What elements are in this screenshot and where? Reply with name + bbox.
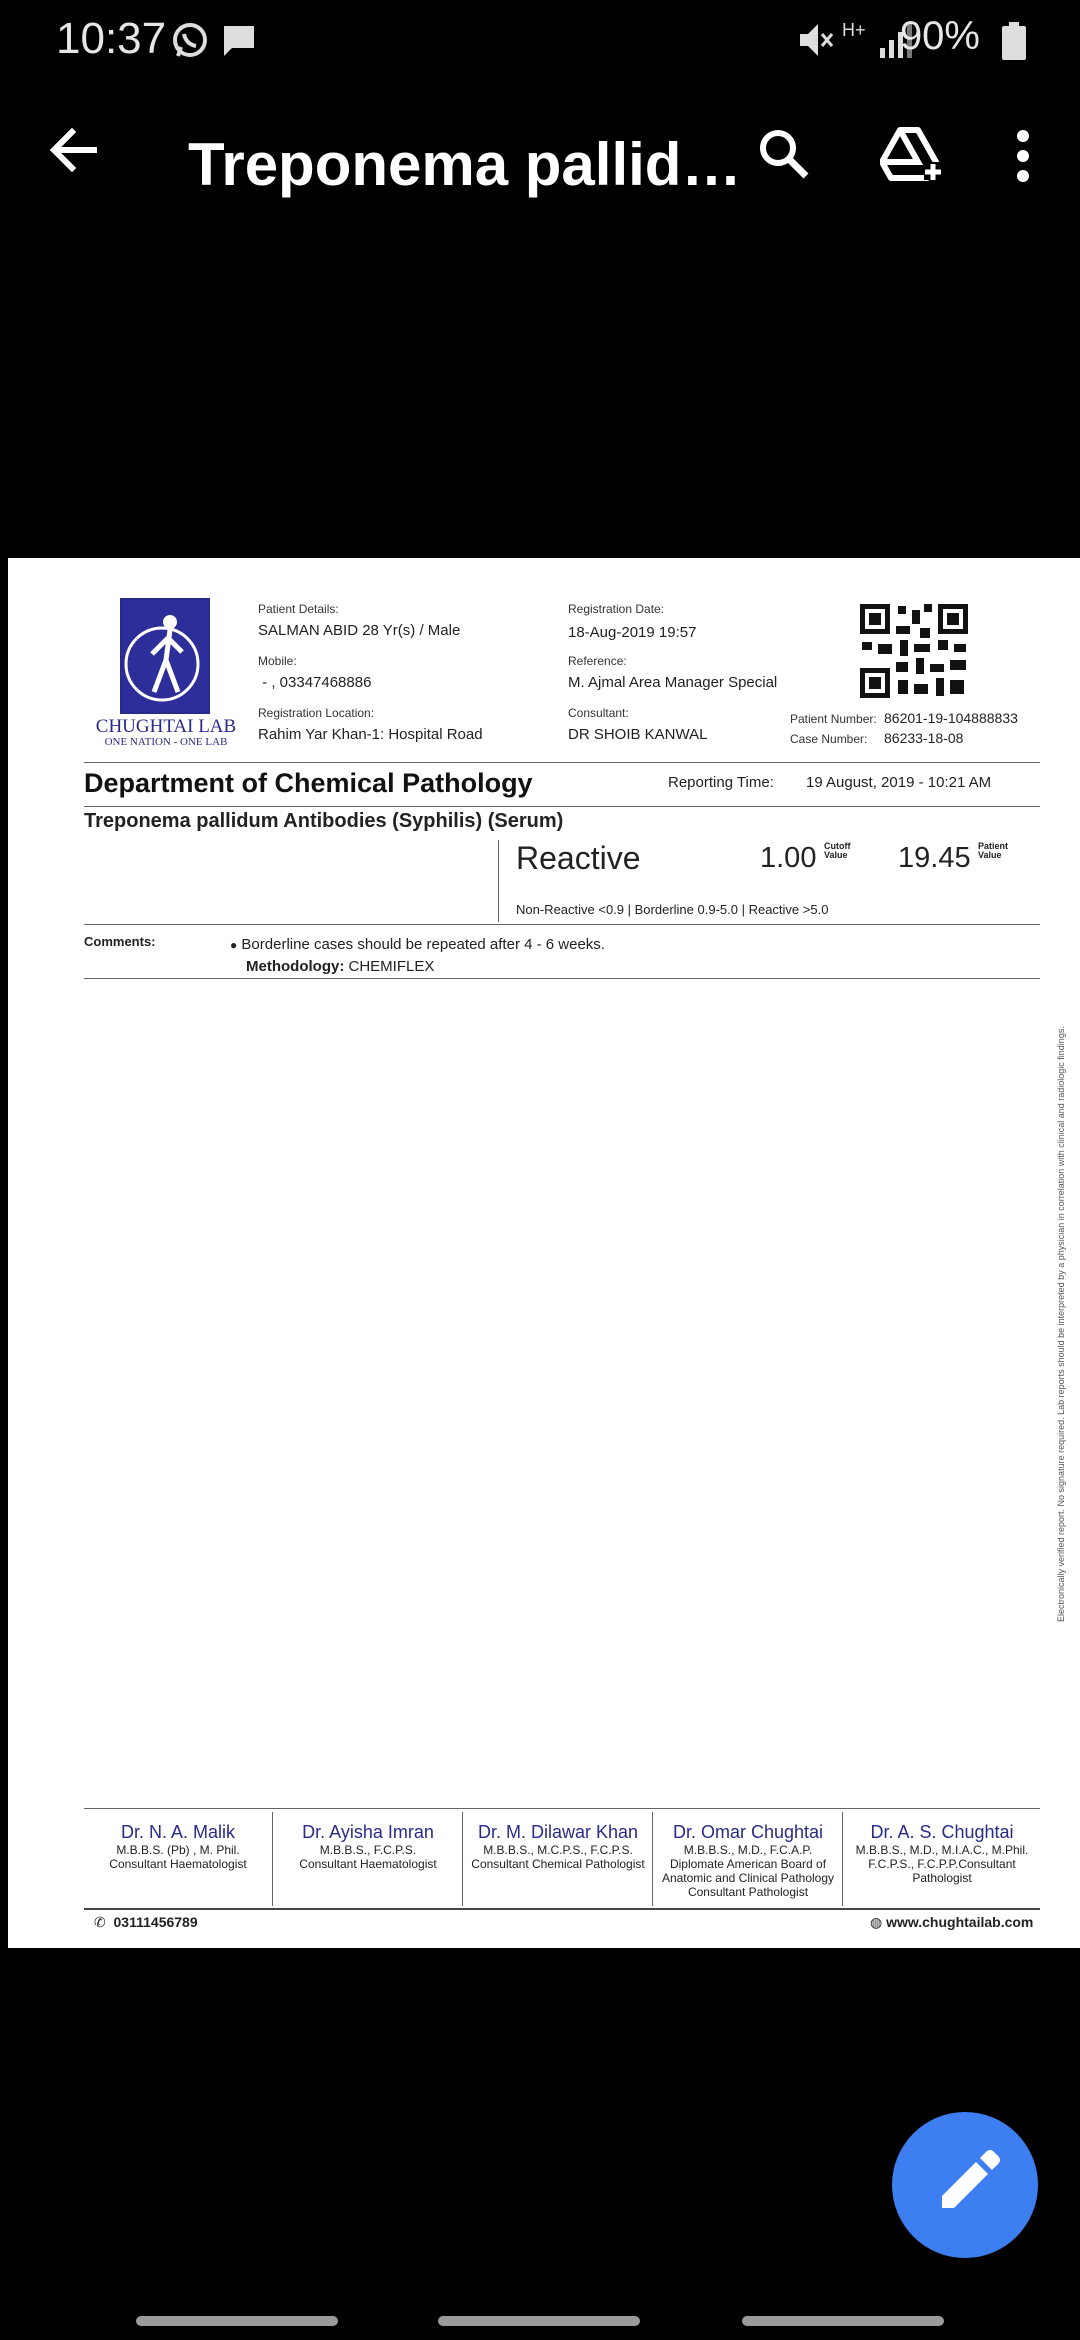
lab-logo	[120, 598, 210, 714]
consultant-label: Consultant:	[568, 706, 629, 720]
mute-icon	[796, 20, 834, 60]
cutoff-value-label	[824, 842, 851, 860]
comments-label: Comments:	[84, 934, 156, 949]
case-number-label: Case Number:	[790, 732, 868, 746]
doctor-name: Dr. M. Dilawar Khan	[477, 1822, 639, 1842]
edit-fab-button[interactable]	[892, 2112, 1038, 2258]
patient-value-label	[978, 842, 1008, 860]
report-page[interactable]	[8, 558, 1080, 1948]
cutoff-value: 1.00	[760, 842, 817, 874]
patient-value-label-line2: Value	[978, 850, 1002, 860]
verification-note: Electronically verified report. No signature required. Lab reports should be interpreted by a physician in correlation with clinical and radiologic findings.	[1056, 1026, 1066, 1622]
lab-phone	[94, 1914, 198, 1931]
doctor-name: Dr. A. S. Chughtai	[870, 1822, 1014, 1842]
patient-number-label: Patient Number:	[790, 712, 877, 726]
methodology-value: CHEMIFLEX	[344, 958, 435, 975]
status-time: 10:37	[56, 14, 167, 63]
lab-website	[870, 1914, 1033, 1931]
signature-1	[84, 1822, 272, 1871]
methodology	[246, 958, 434, 975]
reference-range: Non-Reactive <0.9 | Borderline 0.9-5.0 | Reactive >5.0	[516, 902, 829, 917]
doctor-title: Diplomate American Board of	[669, 1857, 827, 1871]
battery-icon	[1002, 22, 1026, 60]
lab-name: CHUGHTAI LAB	[95, 716, 237, 737]
reporting-time-label: Reporting Time:	[668, 774, 774, 791]
cutoff-label-line2: Value	[824, 850, 848, 860]
consultant: DR SHOIB KANWAL	[568, 726, 708, 743]
doctor-name: Dr. N. A. Malik	[120, 1822, 236, 1842]
patient-details-label: Patient Details:	[258, 602, 339, 616]
battery-percent: 90%	[899, 14, 980, 58]
reference: M. Ajmal Area Manager Special	[568, 674, 778, 691]
patient-number: 86201-19-104888833	[884, 710, 1018, 726]
doctor-title: F.C.P.S., F.C.P.P.Consultant	[868, 1857, 1016, 1871]
doctor-credentials: M.B.B.S. (Pb) , M. Phil.	[116, 1843, 240, 1857]
doctor-title: Consultant Chemical Pathologist	[471, 1857, 645, 1871]
qr-code-icon	[860, 604, 968, 698]
walking-man-logo-icon	[122, 600, 208, 712]
doctor-title: Pathologist	[912, 1871, 972, 1885]
doctor-name: Dr. Omar Chughtai	[672, 1822, 824, 1842]
signature-3	[464, 1822, 652, 1871]
comment-bullet: ● Borderline cases should be repeated after 4 - 6 weeks.	[230, 936, 605, 953]
case-number: 86233-18-08	[884, 730, 964, 746]
phone-icon: ✆	[94, 1914, 106, 1930]
signature-2	[274, 1822, 462, 1871]
doctor-title: Anatomic and Clinical Pathology	[661, 1871, 835, 1885]
doctor-name: Dr. Ayisha Imran	[302, 1822, 434, 1842]
doctor-credentials: M.B.B.S., F.C.P.S.	[319, 1843, 417, 1857]
doctor-credentials: M.B.B.S., M.D., F.C.A.P.	[683, 1843, 813, 1857]
doctor-credentials: M.B.B.S., M.D., M.I.A.C., M.Phil.	[855, 1843, 1029, 1857]
nav-pill-right[interactable]	[742, 2316, 944, 2326]
doctor-title: Consultant Haematologist	[109, 1857, 247, 1871]
reg-date: 18-Aug-2019 19:57	[568, 624, 697, 641]
patient-value-label-line1: Patient	[978, 841, 1009, 851]
more-vert-icon[interactable]	[1008, 128, 1038, 184]
patient-value: 19.45	[898, 842, 971, 874]
doctor-title: Consultant Pathologist	[687, 1885, 809, 1899]
mobile: - , 03347468886	[258, 674, 372, 691]
reference-label: Reference:	[568, 654, 627, 668]
whatsapp-icon	[170, 20, 210, 60]
cutoff-label-line1: Cutoff	[824, 841, 851, 851]
reg-location: Rahim Yar Khan-1: Hospital Road	[258, 726, 483, 743]
patient-details: SALMAN ABID 28 Yr(s) / Male	[258, 622, 461, 639]
doctor-title: Consultant Haematologist	[299, 1857, 437, 1871]
arrow-left-icon[interactable]	[44, 120, 104, 180]
signature-4	[654, 1822, 842, 1899]
mobile-label: Mobile:	[258, 654, 297, 668]
drive-add-icon[interactable]	[880, 126, 944, 182]
nav-pill-left[interactable]	[136, 2316, 338, 2326]
document-title: Treponema pallid…	[188, 131, 742, 198]
reg-date-label: Registration Date:	[568, 602, 665, 616]
comment-1: Borderline cases should be repeated after 4 - 6 weeks.	[241, 936, 605, 953]
lab-tagline: ONE NATION - ONE LAB	[104, 736, 228, 748]
network-type: H+	[842, 20, 866, 40]
message-icon	[220, 22, 258, 60]
doctor-credentials: M.B.B.S., M.C.P.S., F.C.P.S.	[483, 1843, 633, 1857]
phone-number: 03111456789	[113, 1914, 198, 1930]
department-title: Department of Chemical Pathology	[84, 768, 533, 798]
website-url: www.chughtailab.com	[886, 1914, 1034, 1930]
test-name: Treponema pallidum Antibodies (Syphilis) (Serum)	[84, 810, 564, 832]
globe-icon: ◍	[870, 1914, 883, 1930]
reg-location-label: Registration Location:	[258, 706, 375, 720]
pencil-icon	[892, 2112, 1038, 2258]
reporting-time: 19 August, 2019 - 10:21 AM	[806, 774, 992, 791]
search-icon[interactable]	[756, 126, 812, 182]
methodology-label: Methodology:	[246, 958, 345, 975]
signature-5	[844, 1822, 1040, 1885]
nav-pill-home[interactable]	[438, 2316, 640, 2326]
result-status: Reactive	[516, 840, 641, 876]
